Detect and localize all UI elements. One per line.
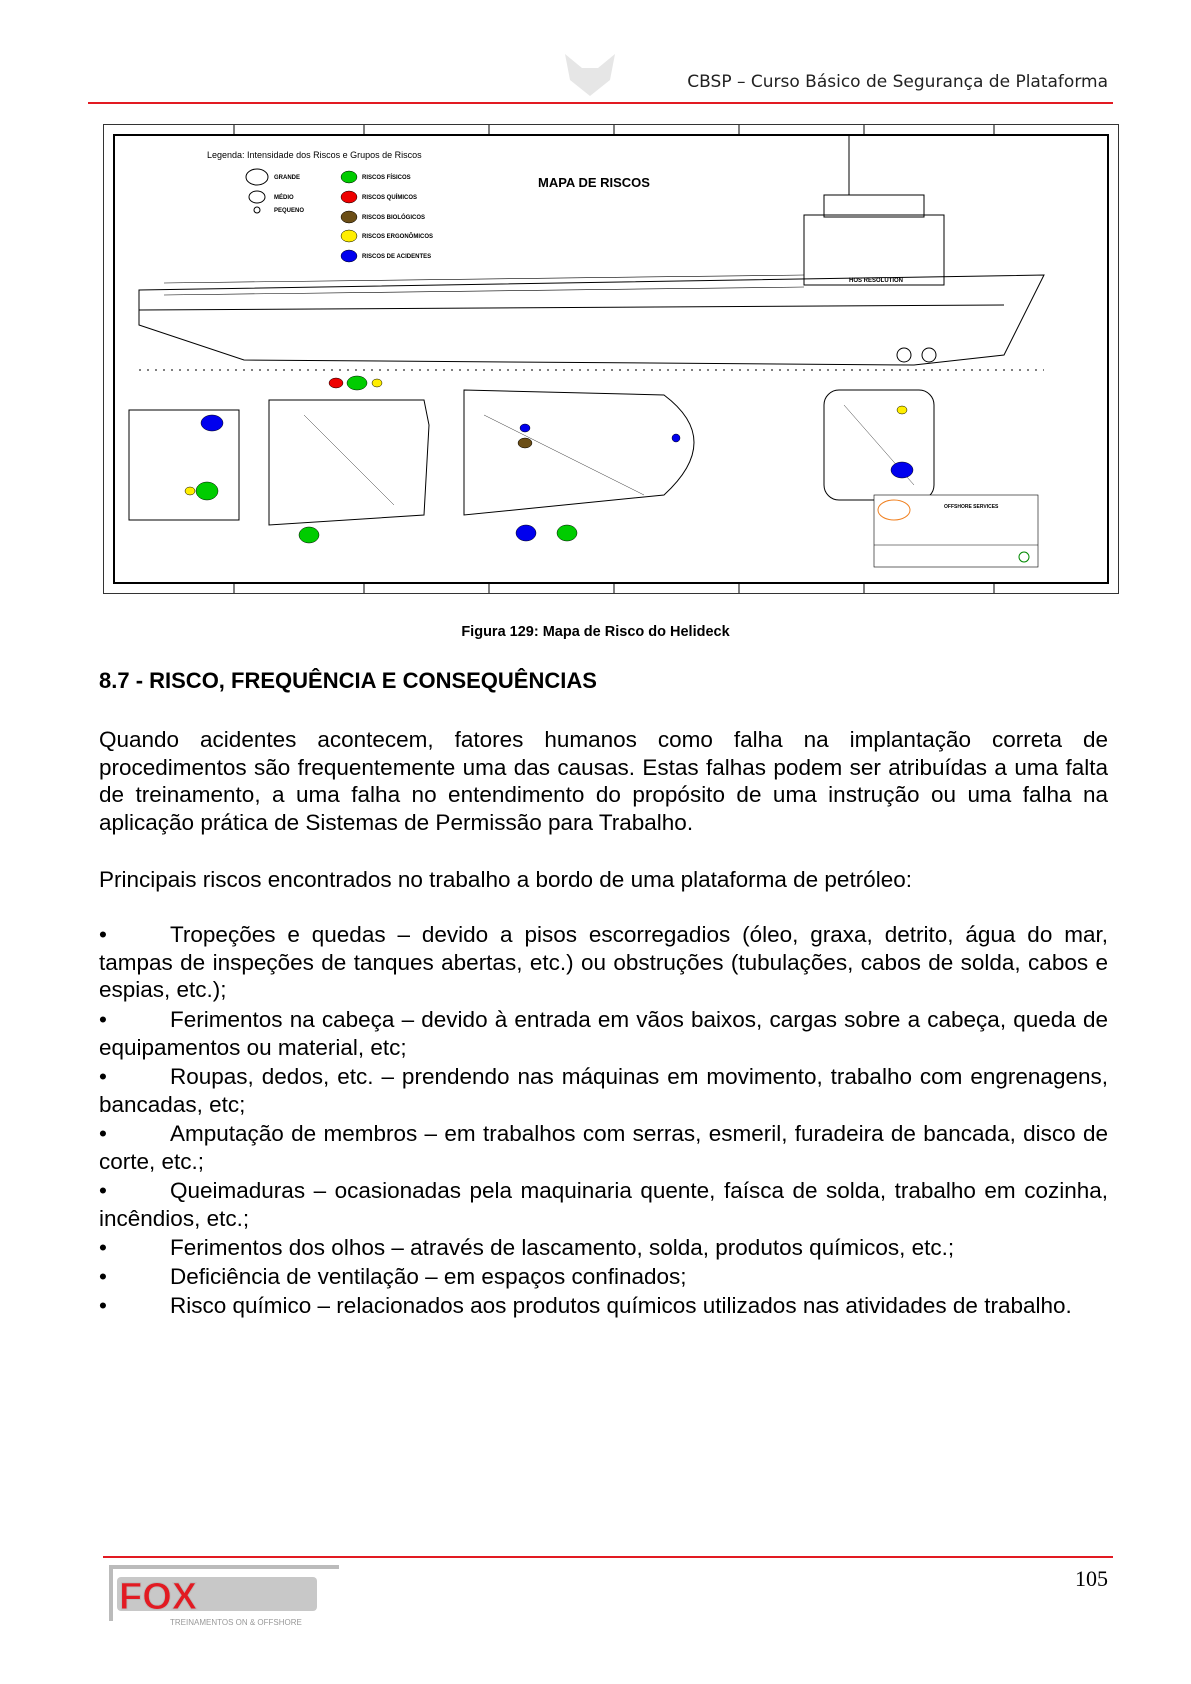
fox-watermark-icon bbox=[560, 52, 620, 98]
logo-tagline: TREINAMENTOS ON & OFFSHORE bbox=[170, 1618, 302, 1627]
list-item: • Risco químico – relacionados aos produtos químicos utilizados nas atividades de trabalho. bbox=[99, 1293, 1072, 1318]
bullet-icon: • bbox=[99, 1264, 107, 1289]
legend-size-large: GRANDE bbox=[274, 175, 301, 181]
paragraph-intro: Quando acidentes acontecem, fatores humanos como falha na implantação correta de procedimentos são frequentemente uma das causas. Estas falhas podem ser atribuídas a uma falta de treinamento, a uma falha no entendimento do propósito de uma instrução ou uma falha na aplicação prática de Sistemas de Permissão para Trabalho. bbox=[99, 727, 1108, 835]
bullet-icon: • bbox=[99, 1064, 107, 1089]
paragraph-risks-intro: Principais riscos encontrados no trabalho a bordo de uma plataforma de petróleo: bbox=[99, 867, 912, 892]
company-name: OFFSHORE SERVICES bbox=[944, 504, 999, 510]
bullet-icon: • bbox=[99, 1235, 107, 1260]
list-item: • Deficiência de ventilação – em espaços confinados; bbox=[99, 1264, 687, 1289]
legend-chemical: RISCOS QUÍMICOS bbox=[362, 195, 418, 201]
legend-size-small: PEQUENO bbox=[274, 208, 305, 214]
bullet-icon: • bbox=[99, 1178, 107, 1203]
legend-accident: RISCOS DE ACIDENTES bbox=[362, 254, 432, 260]
list-item: • Tropeções e quedas – devido a pisos escorregadios (óleo, graxa, detrito, água do mar, tampas de inspeções de tanques abertas, etc.) ou obstruções (tubulações, cabos de solda, cabos e espias, etc.); bbox=[99, 922, 1108, 1002]
legend-size-medium: MÉDIO bbox=[274, 195, 294, 201]
legend-title: Legenda: Intensidade dos Riscos e Grupos de Riscos bbox=[207, 150, 422, 160]
list-item: • Queimaduras – ocasionadas pela maquinaria quente, faísca de solda, trabalho em cozinha, incêndios, etc.; bbox=[99, 1178, 1108, 1231]
legend-ergonomic: RISCOS ERGONÔMICOS bbox=[362, 234, 434, 240]
bullet-icon: • bbox=[99, 1007, 107, 1032]
footer-divider bbox=[103, 1556, 1113, 1558]
legend-physical: RISCOS FÍSICOS bbox=[362, 175, 411, 181]
risk-markers bbox=[185, 376, 913, 543]
page-number: 105 bbox=[1075, 1566, 1108, 1591]
ship-profile bbox=[139, 135, 1044, 370]
list-item: • Ferimentos dos olhos – através de lascamento, solda, produtos químicos, etc.; bbox=[99, 1235, 955, 1260]
header-divider bbox=[88, 102, 1113, 104]
header-title: CBSP – Curso Básico de Segurança de Plataforma bbox=[687, 72, 1108, 92]
figure-caption: Figura 129: Mapa de Risco do Helideck bbox=[461, 624, 730, 640]
bullet-icon: • bbox=[99, 1121, 107, 1146]
svg-text:FOX: FOX bbox=[119, 1576, 198, 1618]
list-item: • Amputação de membros – em trabalhos com serras, esmeril, furadeira de bancada, disco de corte, etc.; bbox=[99, 1121, 1108, 1174]
list-item: • Roupas, dedos, etc. – prendendo nas máquinas em movimento, trabalho com engrenagens, bancadas, etc; bbox=[99, 1064, 1108, 1117]
section-heading: 8.7 - RISCO, FREQUÊNCIA E CONSEQUÊNCIAS bbox=[99, 668, 597, 693]
legend-biological: RISCOS BIOLÓGICOS bbox=[362, 215, 426, 221]
bullet-icon: • bbox=[99, 922, 107, 947]
vessel-name: HOS RESOLUTION bbox=[849, 278, 904, 284]
list-item: • Ferimentos na cabeça – devido à entrada em vãos baixos, cargas sobre a cabeça, queda de equipamentos ou material, etc; bbox=[99, 1007, 1108, 1060]
risk-map-figure bbox=[103, 124, 1119, 594]
map-title: MAPA DE RISCOS bbox=[538, 175, 650, 190]
fox-logo bbox=[107, 1563, 339, 1628]
deck-plans bbox=[129, 390, 934, 525]
bullet-icon: • bbox=[99, 1293, 107, 1318]
